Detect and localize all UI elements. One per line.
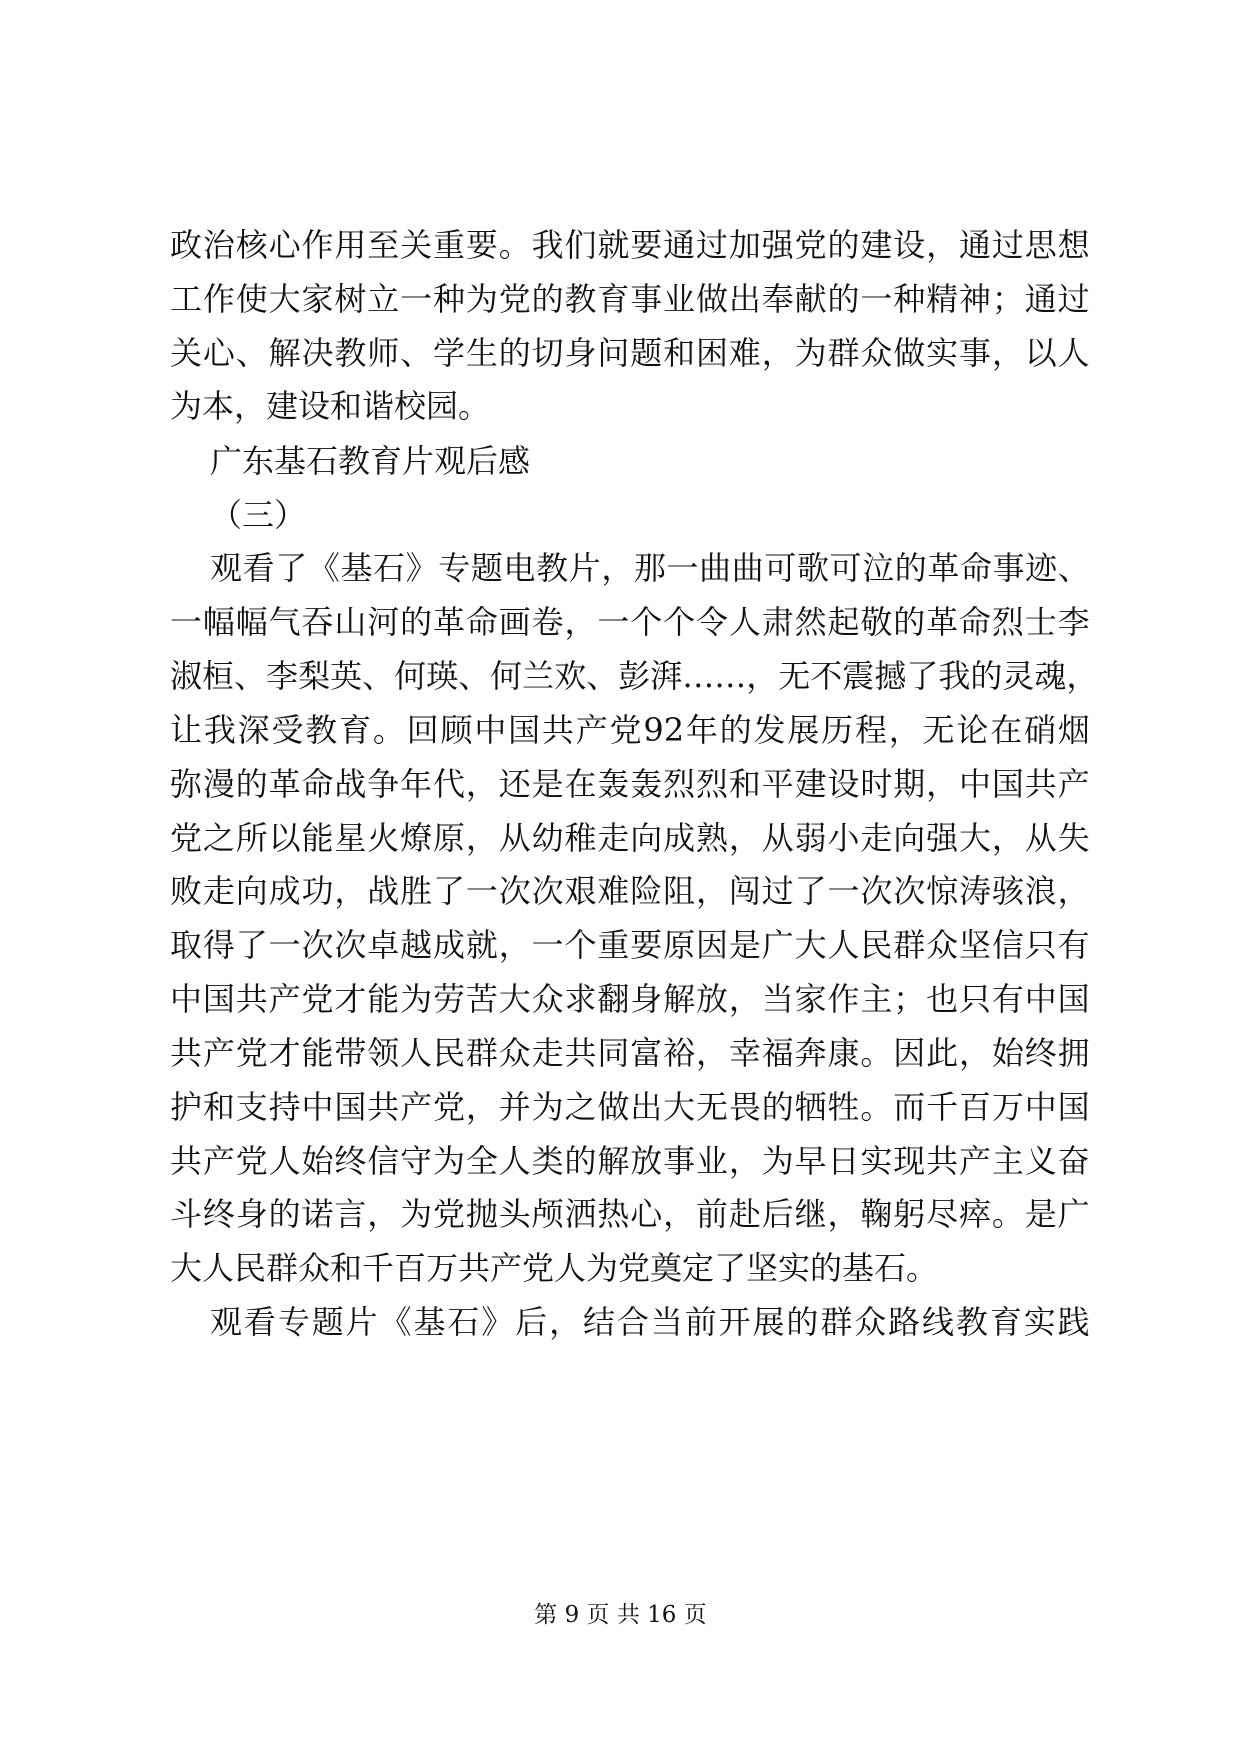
paragraph-line: 共 产 党 才 能 带 领 人 民 群 众 走 共 同 富 裕 ， 幸 福 奔 康 。 因 此 ， 始 终 拥 xyxy=(170,1034,1090,1072)
paragraph-line: 共 产 党 人 始 终 信 守 为 全 人 类 的 解 放 事 业 ， 为 早 日 实 现 共 产 主 义 奋 xyxy=(170,1142,1090,1180)
paragraph-line: 为本，建设和谐校园。 xyxy=(170,387,491,425)
paragraph-line: 败 走 向 成 功 ， 战 胜 了 一 次 次 艰 难 险 阻 ， 闯 过 了 一 次 次 惊 涛 骇 浪 ， xyxy=(170,872,1090,910)
paragraph-line: 护 和 支 持 中 国 共 产 党 ， 并 为 之 做 出 大 无 畏 的 牺 牲 。 而 千 百 万 中 国 xyxy=(170,1088,1090,1126)
paragraph-line: 弥 漫 的 革 命 战 争 年 代 ， 还 是 在 轰 轰 烈 烈 和 平 建 设 时 期 ， 中 国 共 产 xyxy=(170,765,1090,803)
section-number: （三） xyxy=(210,496,307,534)
paragraph-line: 观 看 专 题 片 《 基 石 》 后 ， 结 合 当 前 开 展 的 群 众 路 线 教 育 实 践 xyxy=(210,1303,1090,1341)
paragraph-line: 一 幅 幅 气 吞 山 河 的 革 命 画 卷 ， 一 个 个 令 人 肃 然 起 敬 的 革 命 烈 士 李 xyxy=(170,603,1090,641)
paragraph-line: 淑 桓 、 李 梨 英 、 何 瑛 、 何 兰 欢 、 彭 湃 … … ， 无 不 震 撼 了 我 的 灵 魂 ， xyxy=(170,657,1099,695)
paragraph-line: 工 作 使 大 家 树 立 一 种 为 党 的 教 育 事 业 做 出 奉 献 的 一 种 精 神 ； 通 过 xyxy=(170,280,1090,318)
paragraph-line: 大人民群众和千百万共产党人为党奠定了坚实的基石。 xyxy=(170,1249,939,1287)
paragraph-line: 关 心 、 解 决 教 师 、 学 生 的 切 身 问 题 和 困 难 ， 为 群 众 做 实 事 ， 以 人 xyxy=(170,334,1090,372)
paragraph-line: 党 之 所 以 能 星 火 燎 原 ， 从 幼 稚 走 向 成 熟 ， 从 弱 小 走 向 强 大 ， 从 失 xyxy=(170,819,1090,857)
paragraph-line: 中 国 共 产 党 才 能 为 劳 苦 大 众 求 翻 身 解 放 ， 当 家 作 主 ； 也 只 有 中 国 xyxy=(170,980,1090,1018)
paragraph-line: 斗 终 身 的 诺 言 ， 为 党 抛 头 颅 洒 热 心 ， 前 赴 后 继 ， 鞠 躬 尽 瘁 。 是 广 xyxy=(170,1195,1090,1233)
paragraph-line: 让 我 深 受 教 育 。 回 顾 中 国 共 产 党 92 年 的 发 展 历 程 ， 无 论 在 硝 烟 xyxy=(170,711,1090,749)
paragraph-line: 观 看 了 《 基 石 》 专 题 电 教 片 ， 那 一 曲 曲 可 歌 可 泣 的 革 命 事 迹 、 xyxy=(210,549,1090,587)
page-footer: 第 9 页 共 16 页 xyxy=(534,1602,707,1628)
paragraph-line: 取 得 了 一 次 次 卓 越 成 就 ， 一 个 重 要 原 因 是 广 大 人 民 群 众 坚 信 只 有 xyxy=(170,926,1090,964)
section-title: 广东基石教育片观后感 xyxy=(210,442,531,480)
paragraph-line: 政 治 核 心 作 用 至 关 重 要 。 我 们 就 要 通 过 加 强 党 的 建 设 ， 通 过 思 想 xyxy=(170,226,1090,264)
